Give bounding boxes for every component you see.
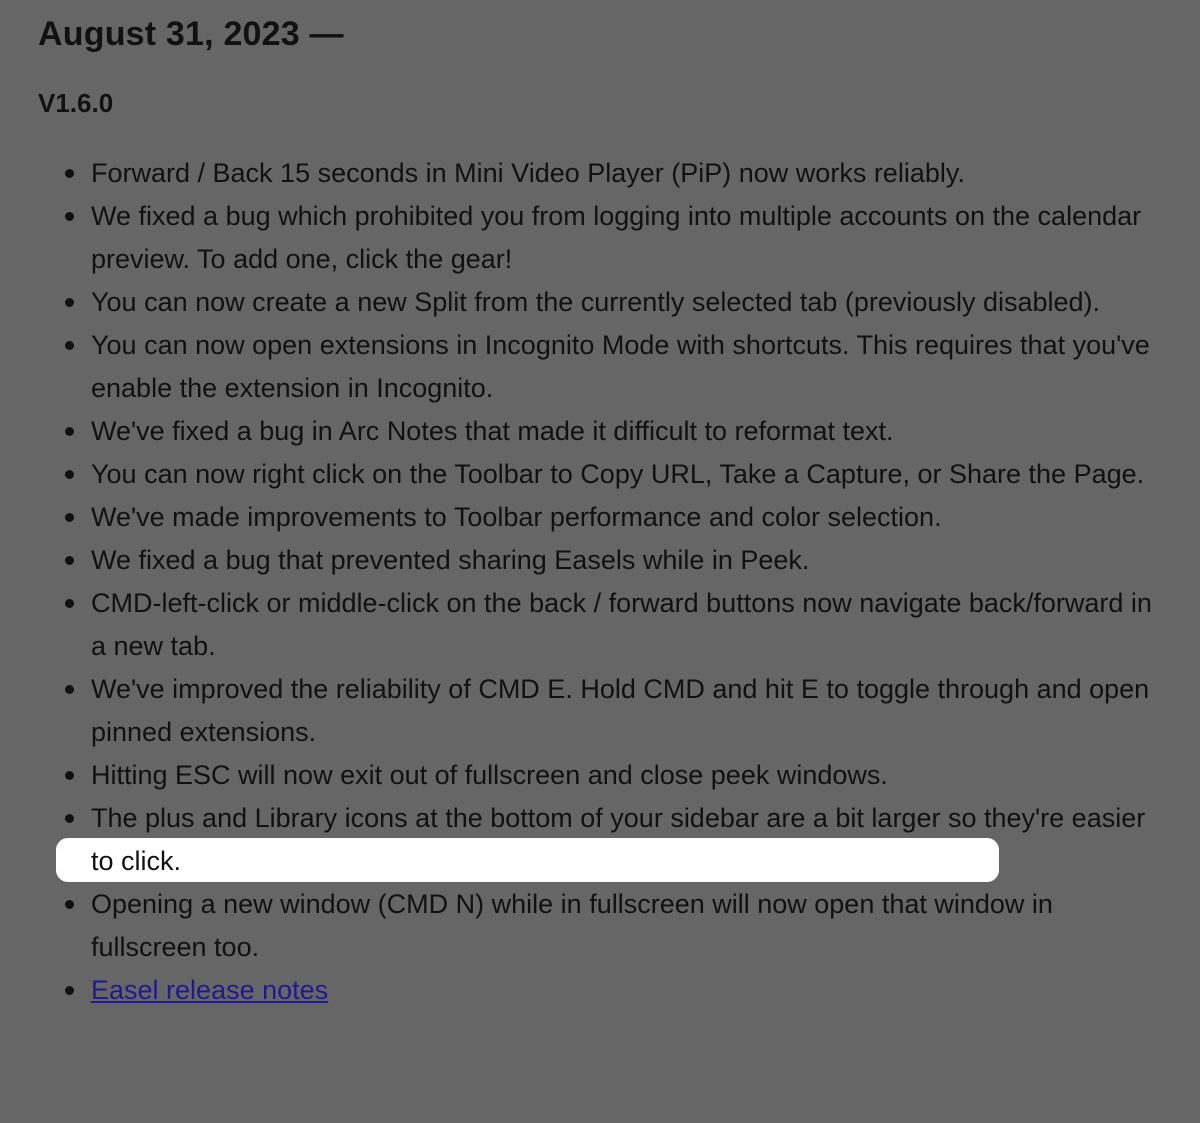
bullet-icon	[65, 814, 74, 823]
release-note-text: You can now right click on the Toolbar to Copy URL, Take a Capture, or Share the Page.	[91, 459, 1145, 489]
release-note-item	[58, 195, 1168, 281]
bullet-icon	[65, 556, 74, 565]
release-date-heading: August 31, 2023 —	[38, 15, 344, 53]
bullet-icon	[65, 599, 74, 608]
release-notes-list	[58, 152, 1168, 1012]
release-note-text: The plus and Library icons at the bottom of your sidebar are a bit larger so they're easier to click.	[91, 803, 1146, 876]
release-note-text: We've fixed a bug in Arc Notes that made it difficult to reformat text.	[91, 416, 894, 446]
bullet-icon	[65, 169, 74, 178]
release-note-text: We've made improvements to Toolbar performance and color selection.	[91, 502, 942, 532]
release-note-text: Forward / Back 15 seconds in Mini Video Player (PiP) now works reliably.	[91, 158, 965, 188]
bullet-icon	[65, 212, 74, 221]
bullet-icon	[65, 685, 74, 694]
bullet-icon	[65, 771, 74, 780]
bullet-icon	[65, 298, 74, 307]
bullet-icon	[65, 900, 74, 909]
release-link-item	[58, 969, 1168, 1012]
bullet-icon	[65, 427, 74, 436]
release-note-item	[58, 496, 1168, 539]
release-note-text: You can now open extensions in Incognito Mode with shortcuts. This requires that you've enable the extension in Incognito.	[91, 330, 1150, 403]
bullet-icon	[65, 341, 74, 350]
release-note-text: CMD-left-click or middle-click on the back / forward buttons now navigate back/forward in a new tab.	[91, 588, 1152, 661]
release-note-item	[58, 539, 1168, 582]
release-note-item	[58, 582, 1168, 668]
highlighted-release-note-item	[58, 754, 1168, 797]
release-note-text: We fixed a bug that prevented sharing Easels while in Peek.	[91, 545, 810, 575]
release-note-item	[58, 668, 1168, 754]
release-note-text: Opening a new window (CMD N) while in fullscreen will now open that window in fullscreen too.	[91, 889, 1053, 962]
easel-release-notes-link[interactable]: Easel release notes	[91, 975, 329, 1005]
release-note-item	[58, 281, 1168, 324]
release-note-item	[58, 797, 1168, 883]
bullet-icon	[65, 986, 74, 995]
release-note-text: We've improved the reliability of CMD E. Hold CMD and hit E to toggle through and open pinned extensions.	[91, 674, 1150, 747]
release-note-item	[58, 883, 1168, 969]
highlighted-release-note-text: Hitting ESC will now exit out of fullscreen and close peek windows.	[91, 760, 888, 790]
release-note-item	[58, 152, 1168, 195]
release-note-text: You can now create a new Split from the currently selected tab (previously disabled).	[91, 287, 1101, 317]
release-note-text: We fixed a bug which prohibited you from logging into multiple accounts on the calendar preview. To add one, click the gear!	[91, 201, 1142, 274]
release-note-item	[58, 453, 1168, 496]
bullet-icon	[65, 513, 74, 522]
release-note-item	[58, 324, 1168, 410]
version-heading: V1.6.0	[38, 88, 114, 118]
bullet-icon	[65, 470, 74, 479]
release-note-item	[58, 410, 1168, 453]
